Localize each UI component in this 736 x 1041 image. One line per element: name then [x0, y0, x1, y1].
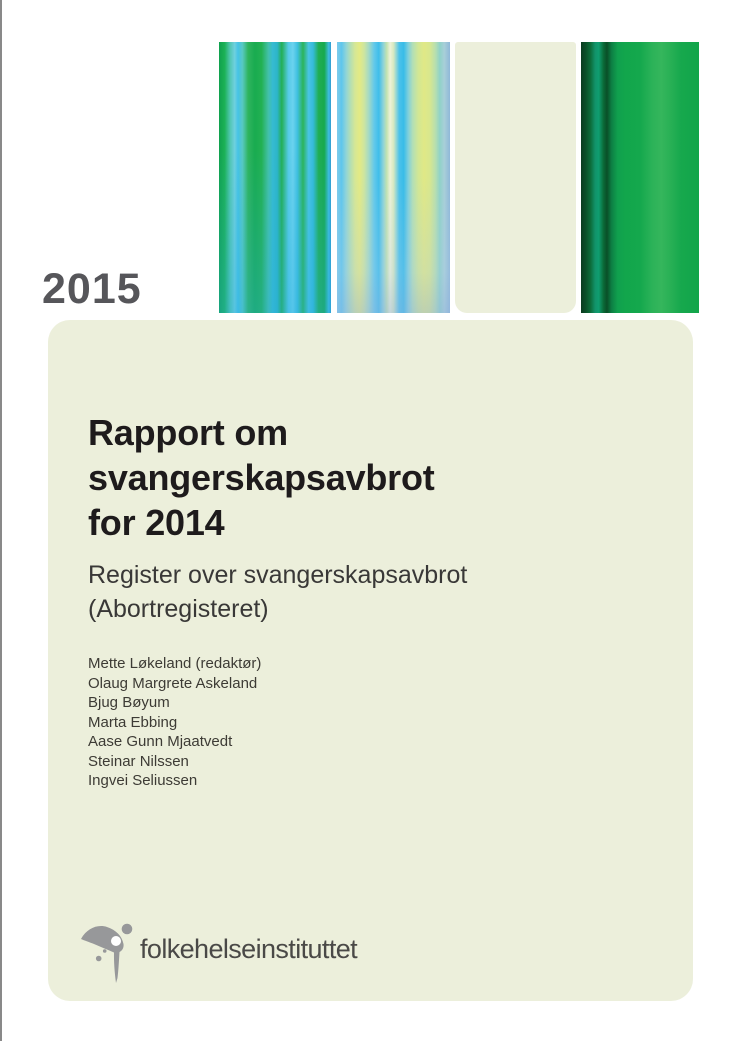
cover-card — [48, 320, 693, 1001]
author-name: Aase Gunn Mjaatvedt — [88, 733, 233, 750]
folkehelseinstituttet-logo-icon — [78, 918, 138, 986]
report-title-line: Rapport om — [88, 412, 288, 453]
author-name: Bjug Bøyum — [88, 694, 170, 711]
author-name: Marta Ebbing — [88, 713, 178, 731]
decorative-stripe-panel-pastel — [337, 42, 450, 313]
page-edge-line — [0, 0, 2, 1041]
year-label: 2015 — [42, 265, 142, 313]
report-subtitle-line: Register over svangerskapsavbrot — [88, 561, 468, 589]
author-name: Ingvei Seliussen — [88, 772, 198, 789]
decorative-stripe-panel-dark-green — [581, 42, 699, 313]
report-title-line: svangerskapsavbrot — [88, 457, 435, 498]
decorative-panel-cream — [455, 42, 576, 313]
author-name: Mette Løkeland (redaktør) — [88, 655, 262, 672]
author-list — [88, 654, 261, 791]
folkehelseinstituttet-logo-text: folkehelseinstituttet — [140, 934, 358, 964]
report-title-line: for 2014 — [88, 502, 225, 543]
decorative-stripe-panel-green-blue — [219, 42, 331, 313]
report-subtitle — [88, 558, 467, 626]
report-subtitle-line: (Abortregisteret) — [88, 595, 269, 623]
report-title — [88, 410, 435, 545]
author-name: Olaug Margrete Askeland — [88, 674, 258, 692]
author-name: Steinar Nilssen — [88, 752, 189, 770]
